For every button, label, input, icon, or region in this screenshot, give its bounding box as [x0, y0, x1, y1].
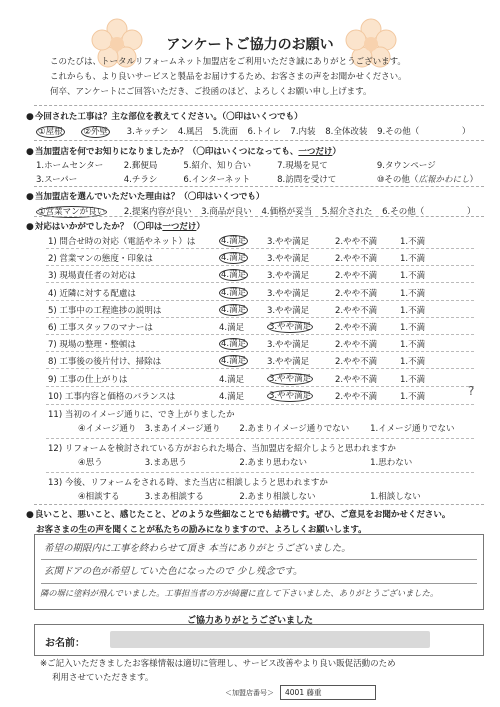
divider: [46, 351, 474, 352]
rating-row-label: 4) 近隣に対する配慮は: [48, 288, 136, 299]
intro-text: このたびは、トータルリフォームネット加盟店をご利用いただき誠にありがとうございます。 これからも、より良いサービスと製品をお届けするため、お客さまの声をお聞かせください。 何卒、アンケートにご回答いただき、ご投函のほど、よろしくお願い申し上げます。: [50, 57, 407, 97]
option-would-not-refer[interactable]: 1.思わない: [370, 458, 413, 468]
comment-line: 希望の期限内に工事を終わらせて頂き 本当にありがとうございました。: [44, 543, 351, 554]
option-other-reason[interactable]: 6.その他（: [382, 207, 425, 217]
divider: [46, 334, 474, 335]
option-visit[interactable]: 8.訪問を受けて: [277, 175, 337, 185]
option-referral[interactable]: 5.紹介、知り合い: [183, 161, 252, 171]
choice-somewhat-dissatisfied[interactable]: 2.やや不満: [335, 237, 378, 247]
choice-somewhat-satisfied[interactable]: 3.やや満足: [267, 271, 310, 282]
divider: [46, 300, 474, 301]
choice-dissatisfied[interactable]: 1.不満: [400, 288, 426, 299]
option-good-proposal[interactable]: 2.提案内容が良い: [123, 207, 192, 217]
q13-label: 13) 今後、リフォームをされる時、また当店に相談しようと思われますか: [48, 478, 328, 488]
reason-options: ①営業マンが良い 2.提案内容が良い 3.商品が良い 4.価格が妥当 5.紹介された 6.その他（ ）: [38, 207, 476, 217]
option-probably-not-consult[interactable]: 2.あまり相談しない: [239, 492, 316, 502]
choice-dissatisfied[interactable]: 1.不満: [400, 271, 426, 282]
divider: [34, 216, 484, 217]
choice-somewhat-satisfied[interactable]: 3.やや満足: [267, 340, 310, 351]
question-mark-annotation: ?: [468, 384, 475, 398]
choice-satisfied[interactable]: 4.満足: [221, 270, 247, 281]
option-will-not-consult[interactable]: 1.相談しない: [370, 492, 421, 502]
choice-dissatisfied[interactable]: 1.不満: [400, 340, 426, 351]
option-post-office[interactable]: 2.郵便局: [123, 161, 158, 171]
question-work-area: ●今回された工事は？主な部位を教えてください。（〇印はいくつでも） ①屋根 ②外壁 3.キッチン 4.風呂 5.洗面 6.トイレ 7.内装 8.全体改装 9.その他（ ）: [26, 110, 486, 138]
choice-satisfied[interactable]: 4.満足: [221, 304, 247, 315]
option-supermarket[interactable]: 3.スーパー: [36, 175, 78, 185]
choice-somewhat-satisfied[interactable]: 3.やや満足: [267, 305, 310, 316]
divider: [46, 265, 474, 266]
choice-satisfied[interactable]: 4.満足: [219, 374, 245, 385]
option-not-as-imagined[interactable]: 1.イメージ通りでない: [370, 424, 455, 434]
option-flyer[interactable]: 4.チラシ: [123, 175, 158, 185]
divider: [34, 504, 484, 505]
question-service-rating: ●対応はいかがでしたか？（〇印は一つだけ）: [26, 222, 205, 232]
choice-satisfied[interactable]: 4.満足: [221, 356, 247, 367]
question-reason: ●当加盟店を選んでいただいた理由は？（〇印はいくつでも） ①営業マンが良い 2.提案内容が良い 3.商品が良い 4.価格が妥当 5.紹介された 6.その他（ ）: [26, 190, 486, 218]
member-number-box: 4001 藤重: [280, 685, 376, 700]
choice-somewhat-satisfied[interactable]: 3.やや満足: [269, 390, 312, 401]
name-label: お名前：: [45, 638, 85, 649]
q12-label: 12) リフォームを検討されている方がおられた場合、当加盟店を紹介しようと思われますか: [48, 444, 396, 454]
choice-dissatisfied[interactable]: 1.不満: [400, 237, 426, 247]
choice-somewhat-satisfied[interactable]: 3.やや満足: [267, 288, 310, 299]
option-saw-site[interactable]: 7.現場を見て: [277, 161, 328, 171]
rating-row-label: 9) 工事の仕上がりは: [48, 374, 128, 385]
choice-satisfied[interactable]: 4.満足: [221, 339, 247, 350]
rating-row-label: 3) 現場責任者の対応は: [48, 271, 136, 282]
choice-dissatisfied[interactable]: 1.不満: [400, 254, 426, 265]
option-toilet[interactable]: 6.トイレ: [247, 127, 281, 137]
member-number-label: ＜加盟店番号＞: [225, 689, 274, 697]
privacy-note: ※ご記入いただきましたお客様情報は適切に管理し、サービス改善やより良い販促活動のため 利用させていただきます。: [40, 659, 396, 683]
choice-somewhat-satisfied[interactable]: 3.やや満足: [269, 322, 312, 332]
name-field[interactable]: [34, 624, 484, 656]
choice-somewhat-dissatisfied[interactable]: 2.やや不満: [335, 254, 378, 265]
choice-somewhat-satisfied[interactable]: 3.やや満足: [269, 373, 312, 384]
option-as-imagined[interactable]: ④イメージ通り: [78, 424, 137, 434]
choice-dissatisfied[interactable]: 1.不満: [400, 305, 426, 316]
option-full-renovation[interactable]: 8.全体改装: [325, 127, 368, 137]
option-internet[interactable]: 6.インターネット: [183, 175, 251, 185]
divider: [46, 404, 474, 405]
choice-somewhat-dissatisfied[interactable]: 2.やや不満: [335, 323, 378, 333]
choice-dissatisfied[interactable]: 1.不満: [400, 323, 426, 333]
choice-somewhat-dissatisfied[interactable]: 2.やや不満: [335, 271, 378, 282]
choice-somewhat-dissatisfied[interactable]: 2.やや不満: [335, 305, 378, 316]
thank-you-text: ご協力ありがとうございました: [186, 616, 313, 626]
choice-dissatisfied[interactable]: 1.不満: [400, 391, 426, 402]
option-not-quite[interactable]: 2.あまりイメージ通りでない: [239, 424, 350, 434]
choice-somewhat-dissatisfied[interactable]: 2.やや不満: [335, 374, 378, 385]
option-good-salesperson[interactable]: ①営業マンが良い: [38, 207, 106, 217]
q12-options: [78, 456, 412, 468]
comment-line: 隣の塀に塗料が飛んでいました。工事担当者の方が綺麗に直して下さいました、ありがとうございました。: [40, 588, 439, 598]
option-fair-price[interactable]: 4.価格が妥当: [261, 207, 313, 217]
option-washroom[interactable]: 5.洗面: [212, 127, 238, 137]
rating-row-label: 5) 工事中の工程進捗の説明は: [48, 305, 162, 316]
divider: [46, 317, 474, 318]
handwritten-other-answer: 広報かわにし: [418, 175, 470, 185]
choice-dissatisfied[interactable]: 1.不満: [400, 374, 426, 385]
rating-row-label: 1) 問合せ時の対応（電話やネット）は: [48, 237, 196, 247]
choice-somewhat-satisfied[interactable]: 3.やや満足: [267, 237, 310, 247]
divider: [46, 282, 474, 283]
option-roof[interactable]: ①屋根: [38, 127, 63, 137]
divider: [34, 105, 484, 106]
how-found-options-row2: 3.スーパー 4.チラシ 6.インターネット 8.訪問を受けて ⑩その他（広報かわにし）: [36, 175, 478, 185]
choice-satisfied[interactable]: 4.満足: [221, 236, 247, 246]
option-other[interactable]: 9.その他（: [377, 127, 420, 137]
rating-row-label: 6) 工事スタッフのマナーは: [48, 323, 153, 333]
comment-line: 玄関ドアの色が希望していた色になったので 少し残念です。: [44, 566, 303, 577]
option-kitchen[interactable]: 3.キッチン: [126, 127, 169, 137]
option-home-center[interactable]: 1.ホームセンター: [36, 161, 104, 171]
q11-options: [78, 422, 454, 434]
choice-satisfied[interactable]: 4.満足: [221, 253, 247, 264]
option-town-page[interactable]: 9.タウンページ: [376, 161, 436, 171]
option-probably-not-refer[interactable]: 2.あまり思わない: [239, 458, 308, 468]
redacted-name: [110, 631, 430, 648]
rating-row-label: 7) 現場の整理・整頓は: [48, 340, 136, 351]
question-comments: ●良いこと、悪いこと、感じたこと、どのような些細なことでも結構です。ぜひ、ご意見をお聞かせください。 お客さまの生の声を聞くことが私たちの励みになりますので、よろしくお願いします。: [26, 510, 451, 535]
divider: [46, 368, 474, 369]
divider: [46, 386, 474, 387]
option-interior[interactable]: 7.内装: [290, 127, 316, 137]
choice-satisfied[interactable]: 4.満足: [219, 391, 245, 402]
rating-row-label: 10) 工事内容と価格のバランスは: [48, 391, 176, 402]
page-title: アンケートご協力のお願い: [166, 37, 334, 53]
choice-somewhat-satisfied[interactable]: 3.やや満足: [267, 357, 310, 368]
divider: [46, 248, 474, 249]
choice-dissatisfied[interactable]: 1.不満: [400, 357, 426, 368]
rating-row-label: 2) 営業マンの態度・印象は: [48, 254, 153, 265]
option-other-selected[interactable]: ⑩その他（: [376, 175, 419, 185]
q13-options: [78, 490, 421, 502]
option-exterior-wall[interactable]: ②外壁: [83, 127, 108, 137]
option-maybe-consult[interactable]: 3.まあ相談する: [144, 492, 204, 502]
option-maybe-refer[interactable]: 3.まあ思う: [144, 458, 187, 468]
option-mostly-as-imagined[interactable]: 3.まあイメージ通り: [144, 424, 221, 434]
work-area-options: ①屋根 ②外壁 3.キッチン 4.風呂 5.洗面 6.トイレ 7.内装 8.全体改装 9.その他（ ）: [38, 127, 471, 137]
choice-somewhat-dissatisfied[interactable]: 2.やや不満: [335, 357, 378, 368]
divider: [34, 186, 484, 187]
option-bath[interactable]: 4.風呂: [177, 127, 203, 137]
divider: [46, 438, 474, 439]
q11-label: 11) 当初のイメージ通りに、でき上がりましたか: [48, 410, 235, 420]
divider: [34, 140, 484, 141]
choice-satisfied[interactable]: 4.満足: [219, 323, 245, 333]
divider: [46, 472, 474, 473]
question-how-found: ●当加盟店を何でお知りになりましたか？（〇印はいくつになっても、一つだけ） 1.ホームセンター 2.郵便局 5.紹介、知り合い 7.現場を見て 9.タウンページ 3.スーパー 4.チラシ 6.インターネット 8.訪問を受けて ⑩その他（広報かわにし）: [26, 145, 486, 185]
rating-row-label: 8) 工事後の後片付け、掃除は: [48, 357, 162, 368]
how-found-options-row1: [36, 159, 486, 171]
choice-somewhat-dissatisfied[interactable]: 2.やや不満: [335, 391, 378, 402]
choice-somewhat-dissatisfied[interactable]: 2.やや不満: [335, 340, 378, 351]
choice-somewhat-satisfied[interactable]: 3.やや満足: [267, 254, 310, 265]
option-will-consult[interactable]: ④相談する: [78, 492, 120, 502]
option-would-refer[interactable]: ④思う: [78, 458, 103, 468]
choice-somewhat-dissatisfied[interactable]: 2.やや不満: [335, 288, 378, 299]
choice-satisfied[interactable]: 4.満足: [221, 287, 247, 298]
option-good-product[interactable]: 3.商品が良い: [201, 207, 252, 217]
option-introduced[interactable]: 5.紹介された: [321, 207, 373, 217]
